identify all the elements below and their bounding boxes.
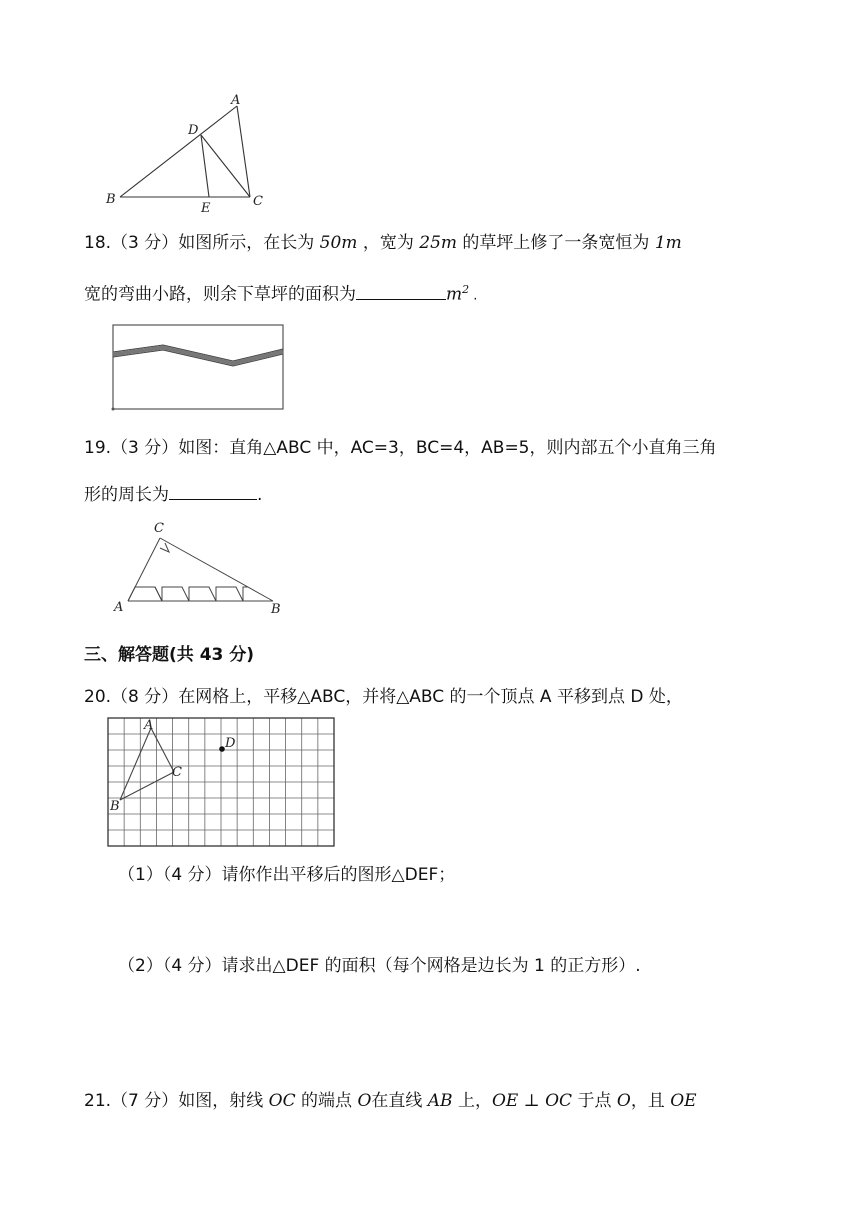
- q18-unit: m: [446, 284, 463, 305]
- q18-text-a: 18.（3 分）如图所示，在长为: [84, 233, 320, 253]
- q21-perpendicular: OE ⊥ OC: [491, 1091, 573, 1111]
- q21-text-c: 在直线: [371, 1091, 428, 1111]
- q18-value-25m: 25m: [419, 233, 458, 253]
- q21-ray-oc: OC: [268, 1091, 296, 1111]
- question-20-line-1: 20.（8 分）在网格上，平移△ABC，并将△ABC 的一个顶点 A 平移到点 D 处，: [84, 687, 683, 707]
- triangle-figure-17: [100, 90, 280, 215]
- q21-line-ab: AB: [427, 1091, 453, 1111]
- question-19-line-2: [84, 481, 262, 507]
- q21-text-f: ，且: [630, 1091, 671, 1111]
- label-d: D: [188, 123, 199, 138]
- point-d: [219, 746, 225, 752]
- grid-lines: [108, 718, 334, 846]
- q21-text-b: 的端点: [295, 1091, 358, 1111]
- question-20-part-2: （2）（4 分）请求出△DEF 的面积（每个网格是边长为 1 的正方形）.: [118, 956, 641, 976]
- label-c: C: [172, 765, 182, 780]
- label-c: C: [253, 194, 263, 209]
- label-a: A: [144, 718, 154, 733]
- answer-blank[interactable]: [169, 481, 257, 500]
- question-18-line-2: [84, 278, 477, 309]
- q19-text-line2: 形的周长为: [84, 485, 169, 505]
- question-19-line-1: 19.（3 分）如图：直角△ABC 中，AC=3，BC=4，AB=5，则内部五个小直角三角: [84, 438, 717, 458]
- q21-text-e: 于点: [572, 1091, 617, 1111]
- q21-point-o-2: O: [616, 1091, 631, 1111]
- question-21-line-1: [84, 1089, 697, 1113]
- label-a: A: [114, 600, 124, 615]
- q19-end: .: [257, 485, 263, 505]
- q18-value-50m: 50m: [319, 233, 358, 253]
- lawn-path-figure: [108, 320, 290, 416]
- q21-ray-oe: OE: [670, 1091, 697, 1111]
- right-triangle-figure-19: [108, 518, 298, 618]
- q18-text-b: ，宽为: [357, 233, 420, 253]
- q18-text-c: 的草坪上修了一条宽恒为: [457, 233, 655, 253]
- label-c: C: [154, 521, 164, 536]
- label-b: B: [271, 602, 281, 617]
- label-e: E: [201, 201, 211, 215]
- q18-end: .: [469, 288, 478, 304]
- question-20-part-1: （1）（4 分）请你作出平移后的图形△DEF；: [118, 865, 456, 885]
- grid-figure-20: [104, 712, 340, 852]
- question-18-line-1: [84, 231, 682, 255]
- q18-unit-exponent: 2: [462, 283, 470, 296]
- label-b: B: [106, 192, 116, 207]
- answer-blank[interactable]: [356, 281, 446, 300]
- q21-text-d: 上，: [452, 1091, 492, 1111]
- q18-text-line2: 宽的弯曲小路，则余下草坪的面积为: [84, 284, 356, 305]
- q21-point-o: O: [357, 1091, 372, 1111]
- label-b: B: [110, 799, 120, 814]
- q21-text-a: 21.（7 分）如图，射线: [84, 1091, 269, 1111]
- q18-value-1m: 1m: [654, 233, 682, 253]
- section-heading: 三、解答题(共 43 分): [84, 645, 255, 665]
- label-a: A: [231, 93, 241, 108]
- label-d: D: [225, 736, 236, 751]
